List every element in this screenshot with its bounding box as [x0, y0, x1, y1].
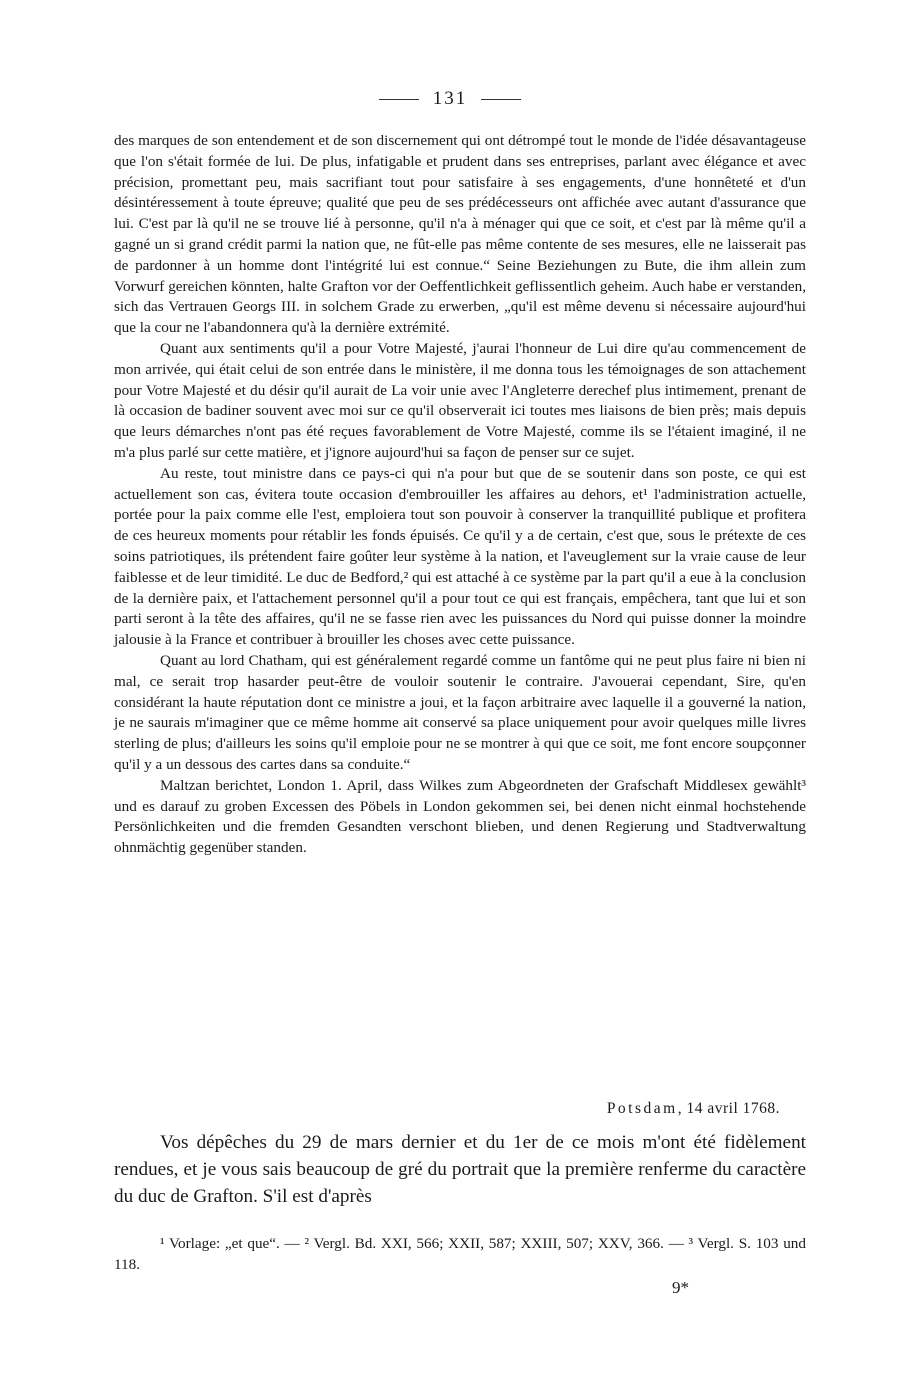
letter-paragraph: Vos dépêches du 29 de mars dernier et du 1er de ce mois m'ont été fidèlement rendues, et je vous sais beaucoup de gré du portrait que la première renferme du caractère du duc de Grafton. S'il est d'après — [114, 1132, 806, 1207]
page-number: 131 — [432, 88, 468, 109]
dateline — [607, 1100, 780, 1118]
paragraph-5: Maltzan berichtet, London 1. April, dass Wilkes zum Abgeordneten der Grafschaft Middlesex gewählt³ und es darauf zu groben Excessen des Pöbels in London gekommen sei, bei denen nicht einmal hochstehende Persönlichkeiten und die fremden Gesandten verschont blieben, und denen Regierung und Stadtverwaltung ohnmächtig gegenüber standen. — [114, 776, 806, 857]
paragraph-2: Quant aux sentiments qu'il a pour Votre Majesté, j'aurai l'honneur de Lui dire qu'au commencement de mon arrivée, qui était celui de son entrée dans le ministère, il me donna tous les témoignages de son attachement pour Votre Majesté et du désir qu'il aurait de La voir unie avec l'Angleterre derechef plus intimement, prenant de là occasion de badiner souvent avec moi sur ce qu'il observerait ici toutes mes liaisons de bien près; mais depuis que leurs démarches n'ont pas été reçues favorablement de Votre Majesté, comme ils se l'étaient imaginé, il ne m'a plus parlé sur cette matière, et j'ignore aujourd'hui sa façon de penser sur ce sujet. — [114, 339, 806, 461]
paragraph-4: Quant au lord Chatham, qui est généralement regardé comme un fantôme qui ne peut plus faire ni bien ni mal, ce serait trop hasarder peut-être de vouloir soutenir le contraire. J'avouerai cependant, Sire, qu'en considérant la haute réputation dont ce ministre a joui, et la façon arbitraire avec laquelle il a gouverné la nation, je ne saurais m'imaginer que ce même homme ait conservé sa place uniquement pour avoir quelques mille livres sterling de plus; d'ailleurs les soins qu'il emploie pour ne se montrer à qui que ce soit, me font encore soupçonner qu'il y a un dessous des cartes dans sa conduite.“ — [114, 651, 806, 773]
dateline-place: Potsdam — [606, 1100, 678, 1117]
page-header — [0, 88, 900, 110]
dateline-date: 14 avril 1768. — [686, 1100, 780, 1117]
footnote-line: ¹ Vorlage: „et que“. — ² Vergl. Bd. XXI, 566; XXII, 587; XXIII, 507; XXV, 366. — ³ Vergl. S. 103 und 118. — [114, 1235, 806, 1273]
footnotes — [114, 1233, 806, 1275]
header-rule-right — [481, 99, 521, 100]
paragraph-3: Au reste, tout ministre dans ce pays-ci qui n'a pour but que de se soutenir dans son poste, ce qui est actuellement son cas, évitera toute occasion d'embrouiller les affaires au dehors, et¹ l'administration actuelle, portée pour la paix comme elle l'est, emploiera tout son pouvoir à conserver la tranquillité publique et profitera de ces heureux moments pour rétablir les fonds épuisés. Ce qu'il y a de certain, c'est que, sous le prétexte de ces soins patriotiques, ils prétendent faire goûter leur système à la nation, et l'aveuglement sur la vraie cause de leur faiblesse et de leur timidité. Le duc de Bedford,² qui est attaché à ce système par la part qu'il a eue à la conclusion de la dernière paix, et l'attachement personnel qu'il a pour tout ce qui est français, empêchera, tant que lui et son parti seront à la tête des affaires, qu'il ne se fasse rien avec les puissances du Nord qui puisse donner la moindre jalousie à la France et contribuer à brouiller les choses avec cette puissance. — [114, 464, 806, 649]
paragraph-1: des marques de son entendement et de son discernement qui ont détrompé tout le monde de l'idée désavantageuse que l'on s'était formée de lui. De plus, infatigable et prudent dans ses entreprises, parlant avec élégance et avec précision, promettant peu, mais sacrifiant tout pour satisfaire à ses engagements, d'une honnêteté et d'un désintéressement à toute épreuve; qualité que peu de ses prédécesseurs ont affichée avec autant d'assurance que lui. C'est par là qu'il ne se trouve lié à personne, qu'il n'a à ménager qui que ce soit, et c'est par là même qu'il a gagné un si grand crédit parmi la nation que, ne fût-elle pas même contente de ses mesures, elle ne laisserait pas de pardonner à un homme dont l'intégrité lui est connue.“ Seine Beziehungen zu Bute, die ihm allein zum Vorwurf gereichen könnten, halte Grafton vor der Oeffentlichkeit geflissentlich geheim. Auch habe er verstanden, sich das Vertrauen Georgs III. in solchem Grade zu erwerben, „qu'il est même devenu si nécessaire aujourd'hui que la cour ne l'abandonnera qu'à la dernière extrémité. — [114, 132, 806, 337]
body-text — [114, 131, 806, 859]
letter-text — [114, 1129, 806, 1210]
header-rule-left — [379, 99, 419, 100]
signature-mark: 9* — [672, 1278, 689, 1297]
dateline-comma: , — [677, 1100, 687, 1117]
